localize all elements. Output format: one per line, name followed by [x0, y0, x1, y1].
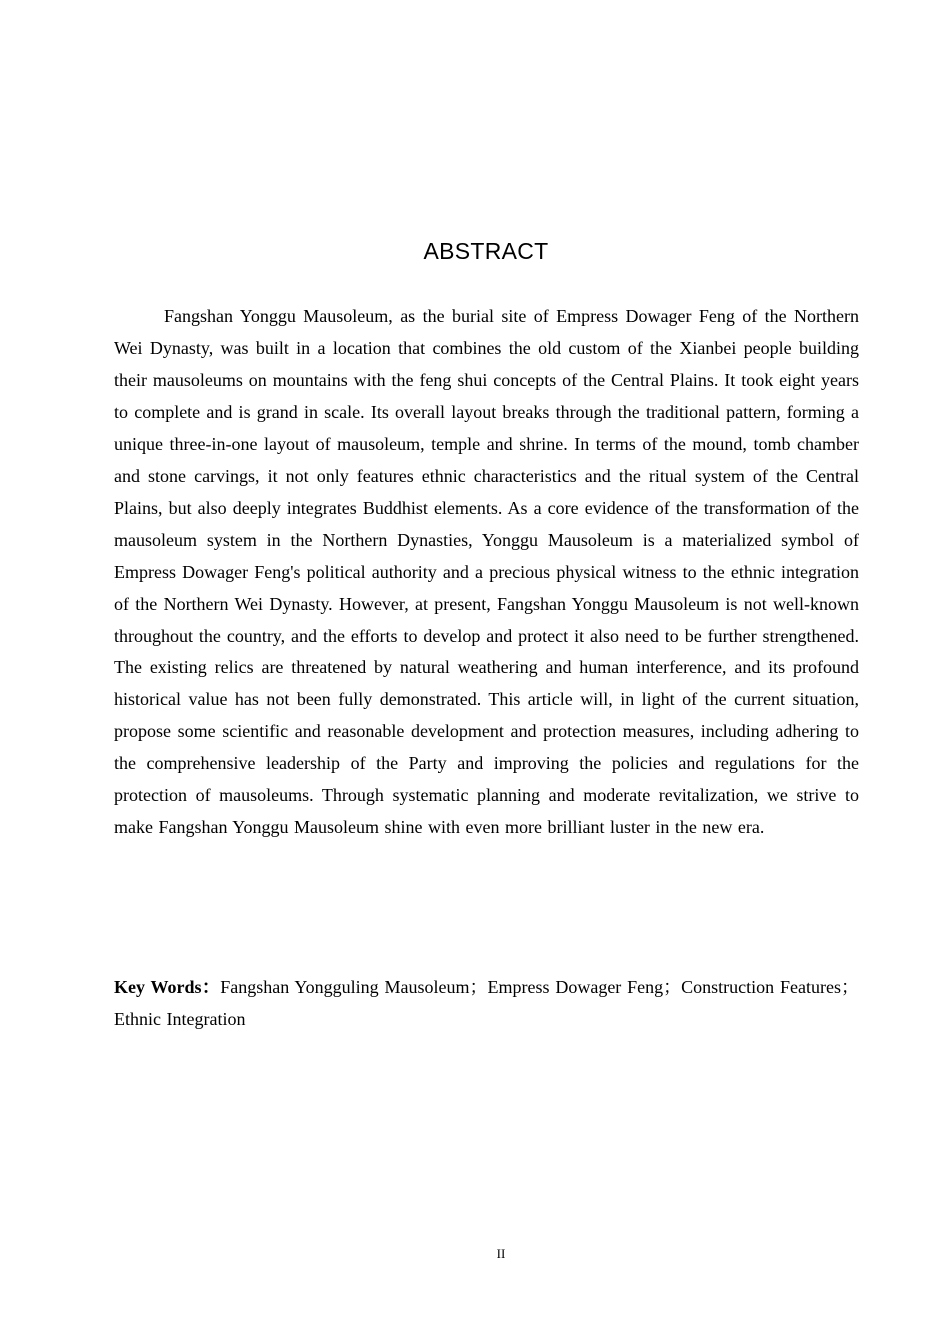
page-number: II	[496, 1246, 506, 1261]
keywords-line	[114, 971, 859, 1035]
abstract-paragraph: Fangshan Yonggu Mausoleum, as the burial site of Empress Dowager Feng of the Northern Wei Dynasty, was built in a location that combines the old custom of the Xianbei people building their mausoleums on mountains with the feng shui concepts of the Central Plains. It took eight years to complete and is grand in scale. Its overall layout breaks through the traditional pattern, forming a unique three-in-one layout of mausoleum, temple and shrine. In terms of the mound, tomb chamber and stone carvings, it not only features ethnic characteristics and the ritual system of the Central Plains, but also deeply integrates Buddhist elements. As a core evidence of the transformation of the mausoleum system in the Northern Dynasties, Yonggu Mausoleum is a materialized symbol of Empress Dowager Feng's political authority and a precious physical witness to the ethnic integration of the Northern Wei Dynasty. However, at present, Fangshan Yonggu Mausoleum is not well-known throughout the country, and the efforts to develop and protect it also need to be further strengthened. The existing relics are threatened by natural weathering and human interference, and its profound historical value has not been fully demonstrated. This article will, in light of the current situation, propose some scientific and reasonable development and protection measures, including adhering to the comprehensive leadership of the Party and improving the policies and regulations for the protection of mausoleums. Through systematic planning and moderate revitalization, we strive to make Fangshan Yonggu Mausoleum shine with even more brilliant luster in the new era.	[114, 306, 859, 838]
keywords-label: Key Words：	[114, 977, 221, 997]
keywords-list: Fangshan Yongguling Mausoleum；Empress Dowager Feng；Construction Features；Ethnic Integration	[114, 977, 859, 1029]
abstract-heading: ABSTRACT	[423, 238, 549, 264]
